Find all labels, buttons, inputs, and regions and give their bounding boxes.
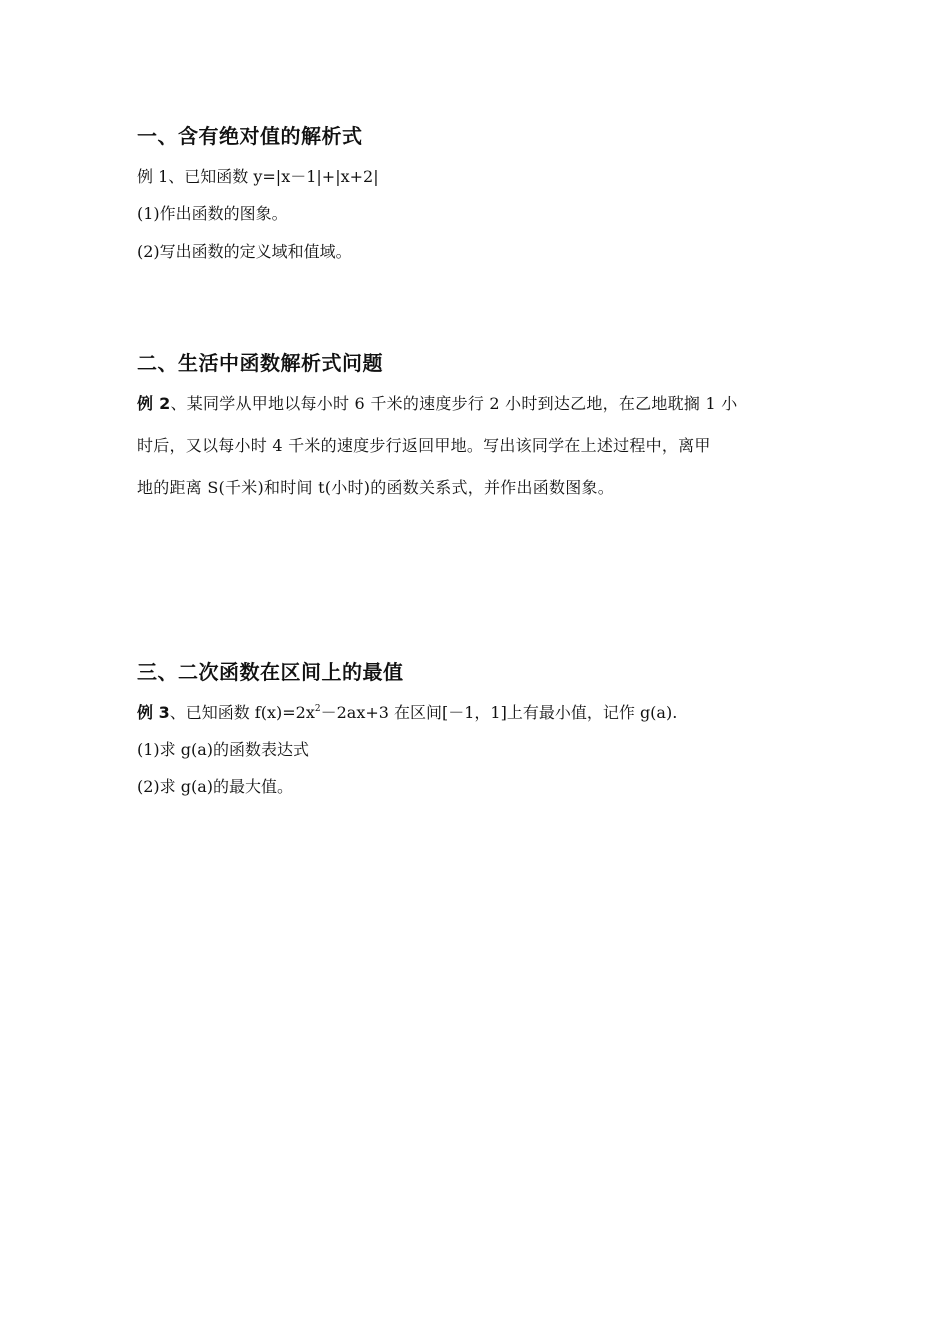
section2-heading: 二、生活中函数解析式问题 <box>137 351 383 375</box>
section3-example-post: －2ax+3 在区间[－1，1]上有最小值，记作 g(a). <box>320 703 678 722</box>
section3-example-exponent: 2 <box>314 704 321 714</box>
section1-example: 例 1、已知函数 y=|x－1|+|x+2| <box>137 167 379 186</box>
section3-example-label: 例 3 <box>137 703 170 722</box>
section1-item-2: (2)写出函数的定义域和值域。 <box>137 242 352 261</box>
section3-item-1: (1)求 g(a)的函数表达式 <box>137 740 310 759</box>
section1-item-1: (1)作出函数的图象。 <box>137 204 288 223</box>
section3-heading: 三、二次函数在区间上的最值 <box>137 660 404 684</box>
section2-example-label: 例 2 <box>137 394 171 413</box>
section2-example-line-2: 时后，又以每小时 4 千米的速度步行返回甲地。写出该同学在上述过程中，离甲 <box>137 436 711 455</box>
section3-item-2: (2)求 g(a)的最大值。 <box>137 777 294 796</box>
section3-example <box>137 702 677 724</box>
section3-example-pre: 、已知函数 f(x)=2x <box>169 703 315 722</box>
section1-heading: 一、含有绝对值的解析式 <box>137 124 363 148</box>
section2-example-line-3: 地的距离 S(千米)和时间 t(小时)的函数关系式，并作出函数图象。 <box>137 478 615 497</box>
section2-example-text-1: 、某同学从甲地以每小时 6 千米的速度步行 2 小时到达乙地，在乙地耽搁 1 小 <box>170 394 738 413</box>
section2-example-line-1 <box>137 393 817 415</box>
